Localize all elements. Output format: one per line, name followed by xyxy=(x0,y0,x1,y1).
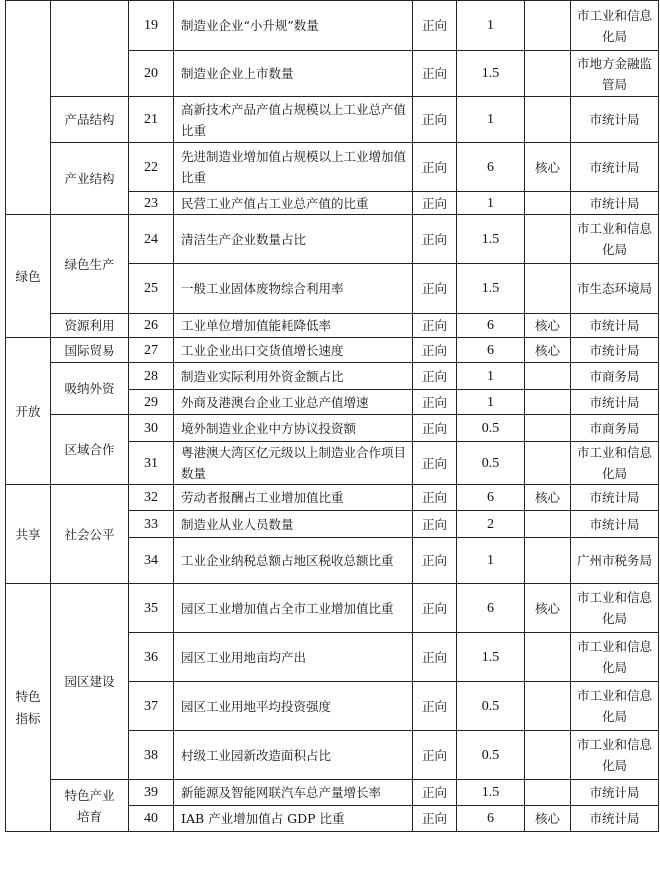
indicator-cell: 一般工业固体废物综合利用率 xyxy=(174,264,413,314)
table-row xyxy=(6,363,659,390)
indicator-cell: 制造业从业人员数量 xyxy=(174,511,413,538)
number-cell: 39 xyxy=(129,780,174,806)
direction-cell: 正向 xyxy=(413,314,457,338)
table-row xyxy=(6,314,659,338)
direction-cell: 正向 xyxy=(413,806,457,832)
weight-cell: 1 xyxy=(457,1,525,51)
subcategory-cell: 产业结构 xyxy=(51,143,129,215)
number-cell: 33 xyxy=(129,511,174,538)
core-cell: 核心 xyxy=(525,314,571,338)
weight-cell: 1.5 xyxy=(457,633,525,682)
department-cell: 市统计局 xyxy=(571,780,659,806)
number-cell: 25 xyxy=(129,264,174,314)
indicator-cell: 工业企业出口交货值增长速度 xyxy=(174,338,413,363)
indicator-cell: 民营工业产值占工业总产值的比重 xyxy=(174,192,413,215)
indicator-cell: 高新技术产品产值占规模以上工业总产值比重 xyxy=(174,97,413,143)
direction-cell: 正向 xyxy=(413,215,457,264)
table-row xyxy=(6,97,659,143)
number-cell: 30 xyxy=(129,415,174,442)
number-cell: 38 xyxy=(129,731,174,780)
indicator-cell: 村级工业园新改造面积占比 xyxy=(174,731,413,780)
subcategory-cell: 吸纳外资 xyxy=(51,363,129,415)
number-cell: 32 xyxy=(129,485,174,511)
direction-cell: 正向 xyxy=(413,780,457,806)
weight-cell: 6 xyxy=(457,485,525,511)
weight-cell: 1 xyxy=(457,192,525,215)
indicator-cell: 工业单位增加值能耗降低率 xyxy=(174,314,413,338)
weight-cell: 6 xyxy=(457,314,525,338)
number-cell: 36 xyxy=(129,633,174,682)
department-cell: 市工业和信息化局 xyxy=(571,215,659,264)
direction-cell: 正向 xyxy=(413,192,457,215)
number-cell: 34 xyxy=(129,538,174,584)
weight-cell: 1.5 xyxy=(457,264,525,314)
indicator-cell: IAB 产业增加值占 GDP 比重 xyxy=(174,806,413,832)
direction-cell: 正向 xyxy=(413,442,457,485)
direction-cell: 正向 xyxy=(413,97,457,143)
direction-cell: 正向 xyxy=(413,682,457,731)
number-cell: 20 xyxy=(129,51,174,97)
core-cell: 核心 xyxy=(525,806,571,832)
indicator-table xyxy=(5,0,659,832)
table-row xyxy=(6,143,659,192)
number-cell: 19 xyxy=(129,1,174,51)
department-cell: 市商务局 xyxy=(571,415,659,442)
weight-cell: 0.5 xyxy=(457,415,525,442)
table-row xyxy=(6,415,659,442)
number-cell: 26 xyxy=(129,314,174,338)
table-row xyxy=(6,584,659,633)
weight-cell: 0.5 xyxy=(457,731,525,780)
department-cell: 市统计局 xyxy=(571,314,659,338)
indicator-cell: 外商及港澳台企业工业总产值增速 xyxy=(174,390,413,415)
department-cell: 市统计局 xyxy=(571,511,659,538)
core-cell xyxy=(525,633,571,682)
direction-cell: 正向 xyxy=(413,264,457,314)
core-cell: 核心 xyxy=(525,143,571,192)
weight-cell: 1.5 xyxy=(457,51,525,97)
direction-cell: 正向 xyxy=(413,584,457,633)
core-cell xyxy=(525,215,571,264)
weight-cell: 1.5 xyxy=(457,780,525,806)
number-cell: 23 xyxy=(129,192,174,215)
weight-cell: 6 xyxy=(457,806,525,832)
subcategory-cell: 绿色生产 xyxy=(51,215,129,314)
weight-cell: 2 xyxy=(457,511,525,538)
core-cell xyxy=(525,682,571,731)
weight-cell: 1.5 xyxy=(457,215,525,264)
category-cell: 绿色 xyxy=(6,215,51,338)
direction-cell: 正向 xyxy=(413,415,457,442)
number-cell: 22 xyxy=(129,143,174,192)
weight-cell: 6 xyxy=(457,584,525,633)
subcategory-cell: 社会公平 xyxy=(51,485,129,584)
category-cell: 开放 xyxy=(6,338,51,485)
core-cell xyxy=(525,97,571,143)
core-cell xyxy=(525,415,571,442)
core-cell xyxy=(525,1,571,51)
core-cell xyxy=(525,363,571,390)
department-cell: 市工业和信息化局 xyxy=(571,584,659,633)
weight-cell: 0.5 xyxy=(457,442,525,485)
core-cell xyxy=(525,538,571,584)
direction-cell: 正向 xyxy=(413,338,457,363)
weight-cell: 1 xyxy=(457,538,525,584)
department-cell: 广州市税务局 xyxy=(571,538,659,584)
department-cell: 市统计局 xyxy=(571,97,659,143)
direction-cell: 正向 xyxy=(413,538,457,584)
direction-cell: 正向 xyxy=(413,1,457,51)
weight-cell: 6 xyxy=(457,143,525,192)
direction-cell: 正向 xyxy=(413,363,457,390)
direction-cell: 正向 xyxy=(413,633,457,682)
indicator-cell: 制造业企业上市数量 xyxy=(174,51,413,97)
number-cell: 21 xyxy=(129,97,174,143)
number-cell: 37 xyxy=(129,682,174,731)
core-cell xyxy=(525,731,571,780)
indicator-cell: 园区工业增加值占全市工业增加值比重 xyxy=(174,584,413,633)
core-cell: 核心 xyxy=(525,485,571,511)
department-cell: 市统计局 xyxy=(571,806,659,832)
number-cell: 28 xyxy=(129,363,174,390)
table-row xyxy=(6,780,659,806)
weight-cell: 6 xyxy=(457,338,525,363)
table-row xyxy=(6,485,659,511)
core-cell xyxy=(525,780,571,806)
indicator-cell: 新能源及智能网联汽车总产量增长率 xyxy=(174,780,413,806)
indicator-cell: 劳动者报酬占工业增加值比重 xyxy=(174,485,413,511)
core-cell xyxy=(525,51,571,97)
core-cell xyxy=(525,192,571,215)
core-cell: 核心 xyxy=(525,584,571,633)
table-row xyxy=(6,338,659,363)
department-cell: 市统计局 xyxy=(571,192,659,215)
indicator-cell: 工业企业纳税总额占地区税收总额比重 xyxy=(174,538,413,584)
direction-cell: 正向 xyxy=(413,51,457,97)
number-cell: 31 xyxy=(129,442,174,485)
core-cell xyxy=(525,264,571,314)
number-cell: 40 xyxy=(129,806,174,832)
department-cell: 市工业和信息化局 xyxy=(571,442,659,485)
indicator-cell: 清洁生产企业数量占比 xyxy=(174,215,413,264)
subcategory-cell: 资源利用 xyxy=(51,314,129,338)
number-cell: 35 xyxy=(129,584,174,633)
department-cell: 市地方金融监管局 xyxy=(571,51,659,97)
weight-cell: 1 xyxy=(457,390,525,415)
subcategory-cell: 区域合作 xyxy=(51,415,129,485)
core-cell xyxy=(525,390,571,415)
department-cell: 市商务局 xyxy=(571,363,659,390)
weight-cell: 1 xyxy=(457,363,525,390)
direction-cell: 正向 xyxy=(413,485,457,511)
department-cell: 市统计局 xyxy=(571,143,659,192)
indicator-cell: 制造业实际利用外资金额占比 xyxy=(174,363,413,390)
direction-cell: 正向 xyxy=(413,390,457,415)
table-row xyxy=(6,1,659,51)
subcategory-cell: 国际贸易 xyxy=(51,338,129,363)
number-cell: 24 xyxy=(129,215,174,264)
indicator-cell: 园区工业用地平均投资强度 xyxy=(174,682,413,731)
department-cell: 市统计局 xyxy=(571,338,659,363)
weight-cell: 1 xyxy=(457,97,525,143)
department-cell: 市工业和信息化局 xyxy=(571,1,659,51)
department-cell: 市统计局 xyxy=(571,485,659,511)
subcategory-cell: 特色产业培育 xyxy=(51,780,129,832)
category-cell xyxy=(6,1,51,215)
number-cell: 27 xyxy=(129,338,174,363)
department-cell: 市工业和信息化局 xyxy=(571,731,659,780)
core-cell: 核心 xyxy=(525,338,571,363)
department-cell: 市统计局 xyxy=(571,390,659,415)
category-cell: 特色指标 xyxy=(6,584,51,832)
core-cell xyxy=(525,442,571,485)
table-row xyxy=(6,215,659,264)
indicator-cell: 制造业企业“小升规”数量 xyxy=(174,1,413,51)
category-cell: 共享 xyxy=(6,485,51,584)
direction-cell: 正向 xyxy=(413,731,457,780)
weight-cell: 0.5 xyxy=(457,682,525,731)
subcategory-cell: 园区建设 xyxy=(51,584,129,780)
subcategory-cell: 产品结构 xyxy=(51,97,129,143)
department-cell: 市生态环境局 xyxy=(571,264,659,314)
direction-cell: 正向 xyxy=(413,143,457,192)
indicator-cell: 境外制造业企业中方协议投资额 xyxy=(174,415,413,442)
subcategory-cell xyxy=(51,1,129,97)
indicator-cell: 粤港澳大湾区亿元级以上制造业合作项目数量 xyxy=(174,442,413,485)
core-cell xyxy=(525,511,571,538)
indicator-cell: 园区工业用地亩均产出 xyxy=(174,633,413,682)
indicator-cell: 先进制造业增加值占规模以上工业增加值比重 xyxy=(174,143,413,192)
department-cell: 市工业和信息化局 xyxy=(571,682,659,731)
direction-cell: 正向 xyxy=(413,511,457,538)
department-cell: 市工业和信息化局 xyxy=(571,633,659,682)
number-cell: 29 xyxy=(129,390,174,415)
